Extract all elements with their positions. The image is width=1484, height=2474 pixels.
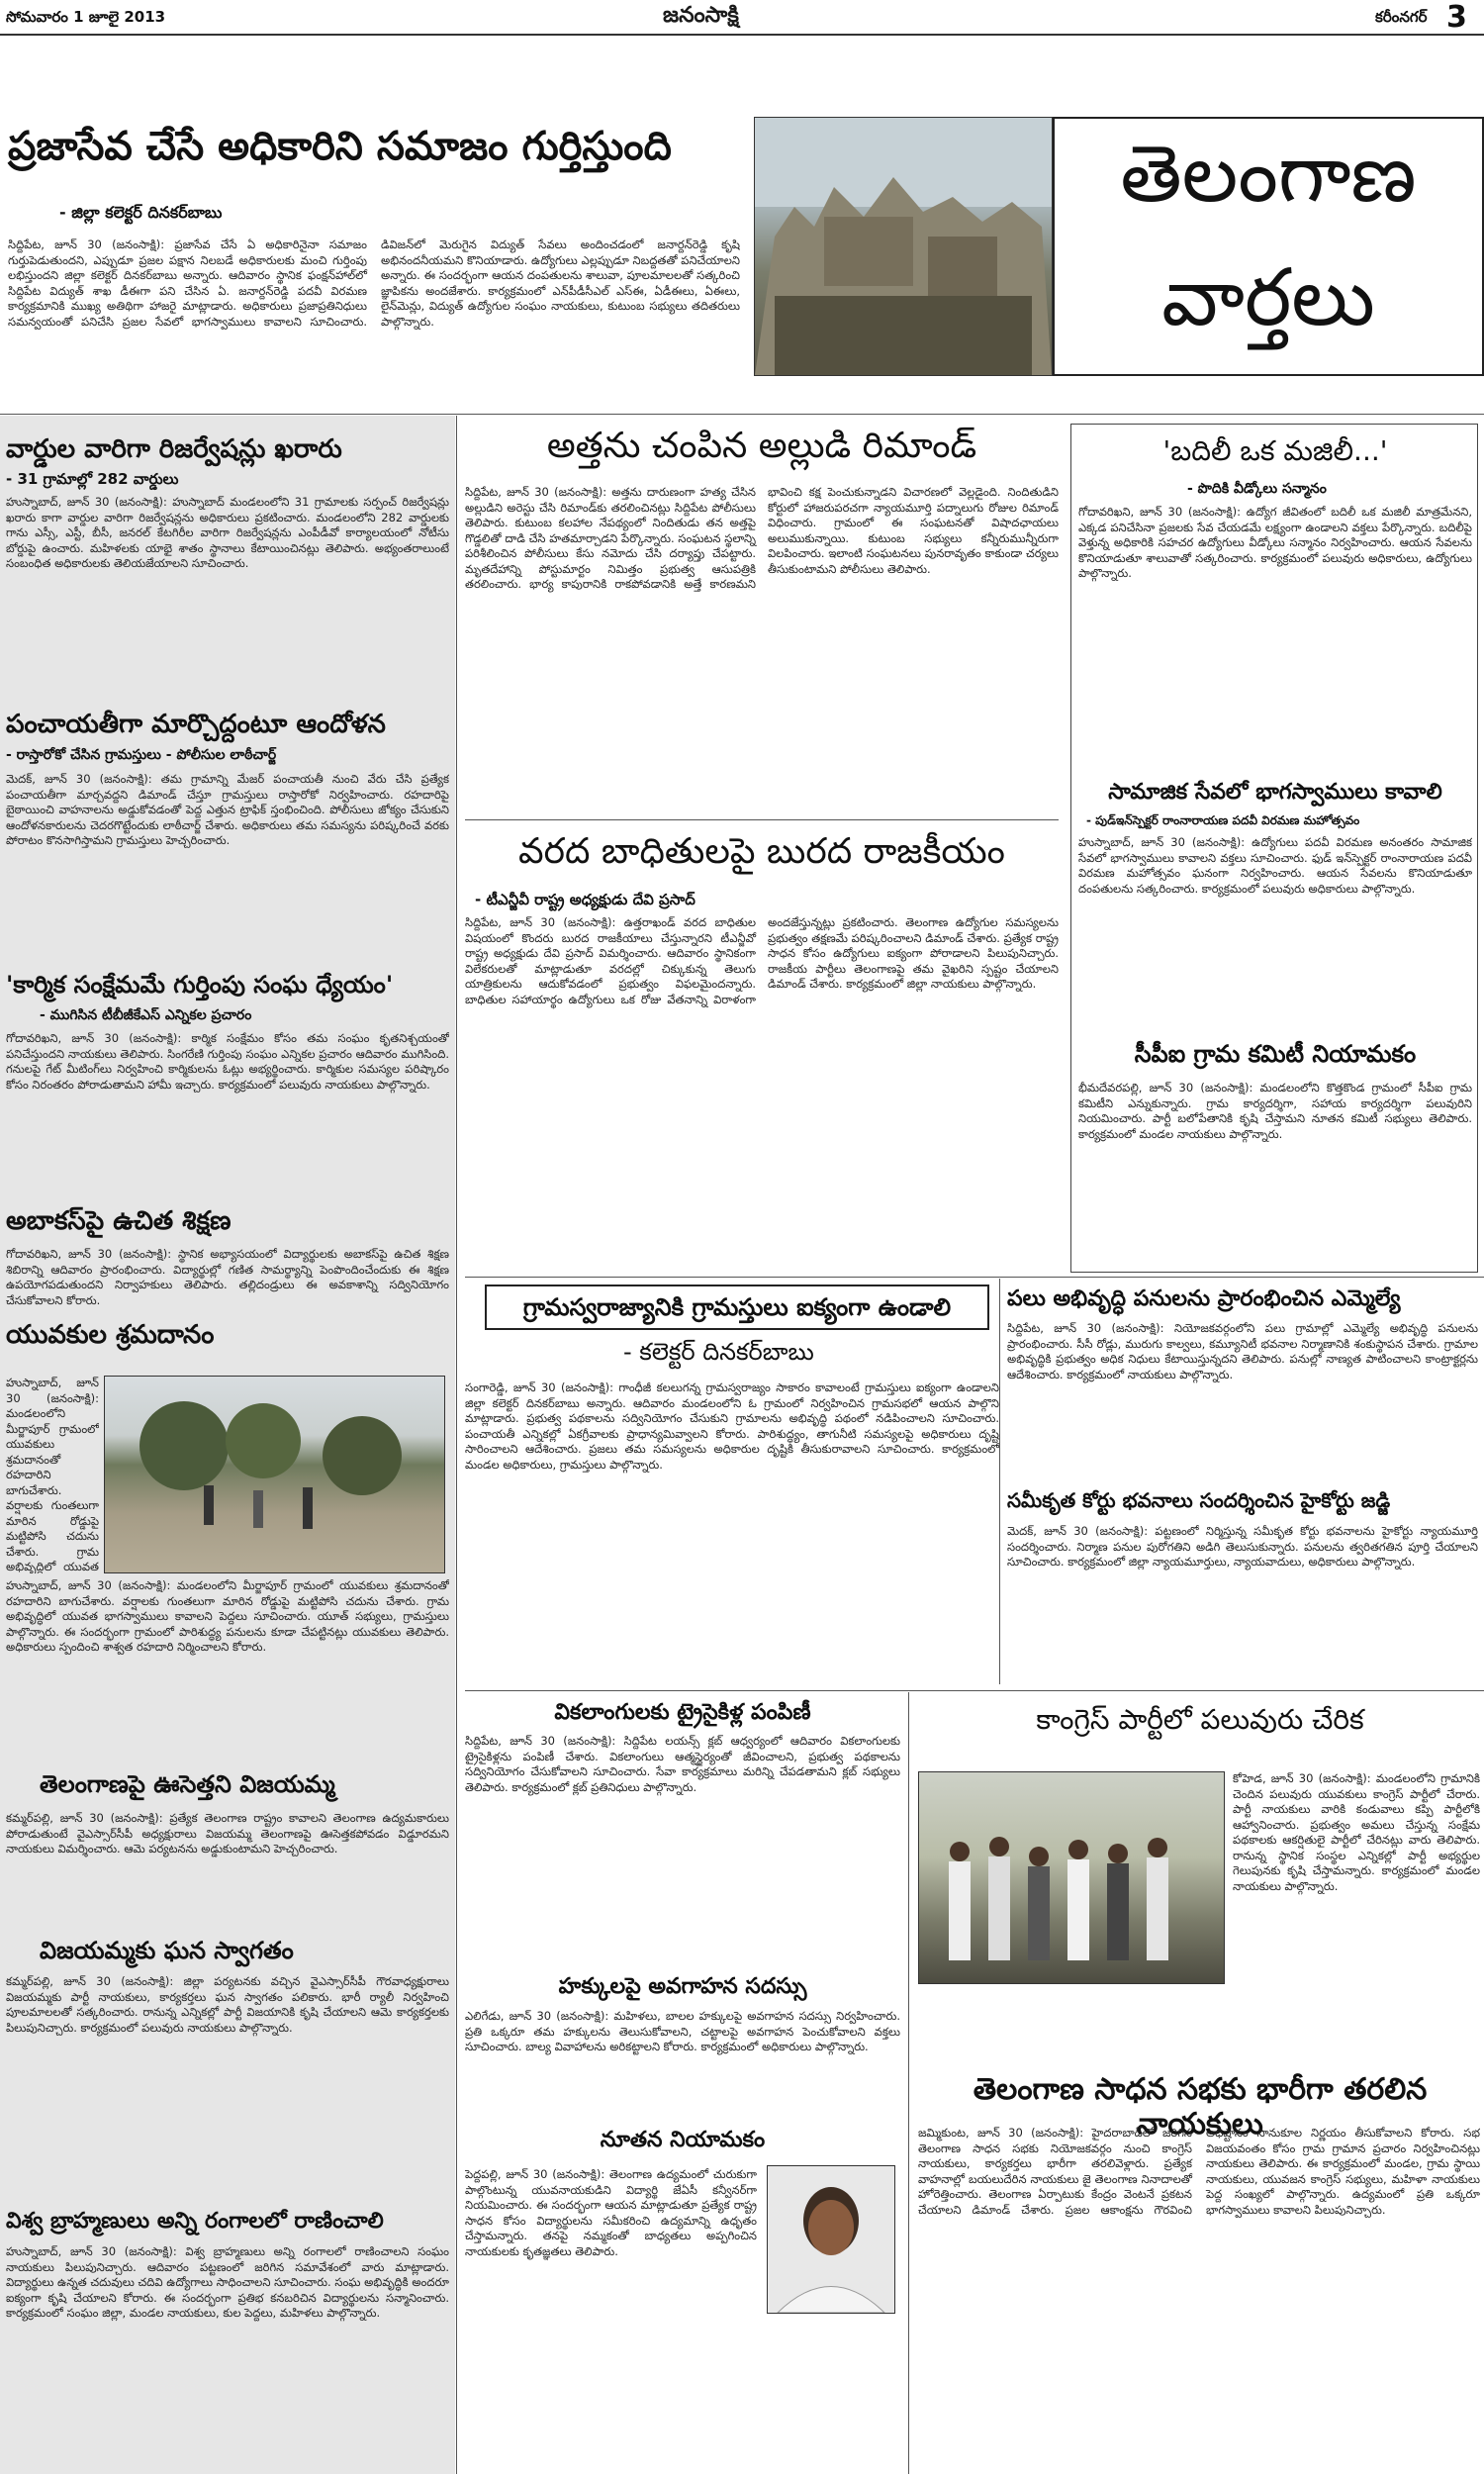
article-a19-body: ఎలిగేడు, జూన్‌ 30 (జనంసాక్షి): మహిళలు, బాలల హక్కులపై అవగాహన సదస్సు నిర్వహించారు. ప్రతి ఒక్కరూ తమ హక్కులను తెలుసుకోవాలని, చట్టాలపై అవగాహన పెంచుకోవాలని వక్తలు సూచించారు. బాల్య వివాహాలను అరికట్టాలని కోరారు. కార్యక్రమంలో అధికారులు పాల్గొన్నారు.: [465, 2009, 900, 2053]
headline-a18: వికలాంగులకు ట్రైసైకిళ్ల పంపిణీ: [554, 1700, 811, 1725]
article-a13-body: హుస్నాబాద్‌, జూన్‌ 30 (జనంసాక్షి): ఉద్యోగులు పదవీ విరమణ అనంతరం సామాజిక సేవలో భాగస్వాములు కావాలని వక్తలు సూచించారు. ఫుడ్‌ ఇన్‌స్పెక్టర్‌ రాంనారాయణ పదవీ విరమణ మహోత్సవం ఘనంగా నిర్వహించారు. ఆయన సేవలను కొనియాడుతూ దంపతులను సత్కరించారు. కార్యక్రమంలో పలువురు అధికారులు పాల్గొన్నారు.: [1078, 835, 1472, 896]
header-bar: [0, 0, 1484, 36]
headline-a14: సీపీఐ గ్రామ కమిటీ నియామకం: [1134, 1040, 1417, 1068]
headline-a10: అత్తను చంపిన అల్లుడి రిమాండ్‌: [546, 426, 977, 466]
newspaper-logo: జనంసాక్షి: [663, 3, 739, 28]
shramadanam-photo: [104, 1376, 445, 1573]
article-a20-body: పెద్దపల్లి, జూన్‌ 30 (జనంసాక్షి): తెలంగాణ ఉద్యమంలో చురుకుగా పాల్గొంటున్న యువనాయకుడిని విద్యార్థి జేఏసీ కన్వీనర్‌గా నియమించారు. ఈ సందర్భంగా ఆయన మాట్లాడుతూ ప్రత్యేక రాష్ట్ర సాధన కోసం విద్యార్థులను సమీకరించి ఉద్యమాన్ని ఉధృతం చేస్తామన్నారు. తనపై నమ్మకంతో బాధ్యతలు అప్పగించిన నాయకులకు కృతజ్ఞతలు తెలిపారు.: [465, 2167, 757, 2258]
article-a22-body: జమ్మికుంట, జూన్‌ 30 (జనంసాక్షి): హైదరాబాద్‌లో జరిగిన తెలంగాణ సాధన సభకు నియోజకవర్గం నుంచి కాంగ్రెస్‌ నాయకులు, కార్యకర్తలు భారీగా తరలివెళ్లారు. ప్రత్యేక వాహనాల్లో బయలుదేరిన నాయకులు జై తెలంగాణ నినాదాలతో హోరెత్తించారు. తెలంగాణ ఏర్పాటుకు కేంద్రం వెంటనే ప్రకటన చేయాలని డిమాండ్‌ చేశారు. ప్రజల ఆకాంక్షను గౌరవించి అధిష్టానం సానుకూల నిర్ణయం తీసుకోవాలని కోరారు. సభ విజయవంతం కోసం గ్రామ గ్రామాన ప్రచారం నిర్వహించినట్లు నాయకులు తెలిపారు. ఈ కార్యక్రమంలో మండల, గ్రామ స్థాయి నాయకులు, యువజన కాంగ్రెస్‌ సభ్యులు, మహిళా నాయకులు పెద్ద సంఖ్యలో పాల్గొన్నారు. ఉద్యమంలో ప్రతి ఒక్కరూ భాగస్వాములు కావాలని పిలుపునిచ్చారు.: [918, 2126, 1480, 2217]
portrait-illustration: [768, 2166, 894, 2313]
headline-a4: 'కార్మిక సంక్షేమమే గుర్తింపు సంఘ ధ్యేయం': [6, 971, 394, 999]
headline-a22: తెలంగాణ సాధన సభకు భారీగా తరలిన నాయకులు: [973, 2072, 1428, 2141]
headline-a13: సామాజిక సేవలో భాగస్వాములు కావాలి: [1108, 780, 1442, 805]
article-a21-body: కోహెడ, జూన్‌ 30 (జనంసాక్షి): మండలంలోని గ్రామానికి చెందిన పలువురు యువకులు కాంగ్రెస్‌ పార్టీలో చేరారు. పార్టీ నాయకులు వారికి కండువాలు కప్పి పార్టీలోకి ఆహ్వానించారు. ప్రభుత్వం అమలు చేస్తున్న సంక్షేమ పథకాలకు ఆకర్షితులై పార్టీలో చేరినట్లు వారు తెలిపారు. రానున్న స్థానిక సంస్థల ఎన్నికల్లో పార్టీ అభ్యర్థుల గెలుపునకు కృషి చేస్తామన్నారు. కార్యక్రమంలో మండల నాయకులు పాల్గొన్నారు.: [1233, 1771, 1480, 1893]
subhead-a2: - 31 గ్రామాల్లో 282 వార్డులు: [6, 470, 179, 488]
congress-joining-photo: [918, 1771, 1225, 1984]
masthead-line2: వార్తలు: [1161, 251, 1375, 343]
headline-a3: పంచాయతీగా మార్చొద్దంటూ ఆందోళన: [6, 710, 386, 739]
article-a6-body: హుస్నాబాద్‌, జూన్‌ 30 (జనంసాక్షి): మండలంలోని మీర్జాపూర్‌ గ్రామంలో యువకులు శ్రమదానంతో రహదారిని బాగుచేశారు. వర్షాలకు గుంతలుగా మారిన రోడ్డుపై మట్టిపోసి చదును చేశారు. గ్రామ అభివృద్ధిలో యువత: [6, 1376, 99, 1573]
article-a4-body: గోదావరిఖని, జూన్‌ 30 (జనంసాక్షి): కార్మిక సంక్షేమం కోసం తమ సంఘం కృతనిశ్చయంతో పనిచేస్తుందని నాయకులు తెలిపారు. సింగరేణి గుర్తింపు సంఘం ఎన్నికల ప్రచారం ఆదివారం ముగిసింది. గనులపై గేట్‌ మీటింగ్‌లు నిర్వహించి కార్మికులను ఓట్లు అభ్యర్థించారు. కార్మికుల సమస్యల పరిష్కారం కోసం నిరంతరం పోరాడుతామని హామీ ఇచ్చారు. కార్యక్రమంలో పలువురు నాయకులు పాల్గొన్నారు.: [6, 1031, 449, 1092]
subhead-a3: - రాస్తారోకో చేసిన గ్రామస్తులు - పోలీసుల లాఠీచార్జ్‌: [6, 747, 277, 763]
article-a5-body: గోదావరిఖని, జూన్‌ 30 (జనంసాక్షి): స్థానిక అభ్యాసయంలో విద్యార్థులకు అబాకస్‌పై ఉచిత శిక్షణ శిబిరాన్ని ఆదివారం ప్రారంభించారు. విద్యార్థుల్లో గణిత సామర్థ్యాన్ని పెంపొందించేందుకు ఈ శిక్షణ ఉపయోగపడుతుందని నిర్వాహకులు తెలిపారు. తల్లిదండ్రులు ఈ అవకాశాన్ని సద్వినియోగం చేసుకోవాలని కోరారు.: [6, 1247, 449, 1307]
article-a12-body: గోదావరిఖని, జూన్‌ 30 (జనంసాక్షి): ఉద్యోగ జీవితంలో బదిలీ ఒక మజిలీ మాత్రమేనని, ఎక్కడ పనిచేసినా ప్రజలకు సేవ చేయడమే లక్ష్యంగా ఉండాలని వక్తలు పేర్కొన్నారు. బదిలీపై వెళ్తున్న అధికారికి సహచర ఉద్యోగులు వీడ్కోలు సన్మానం నిర్వహించారు. ఆయన సేవలను కొనియాడుతూ శాలువాతో సత్కరించారు. కార్యక్రమంలో పలువురు అధికారులు, ఉద్యోగులు పాల్గొన్నారు.: [1078, 505, 1472, 580]
congress-joining-illustration: [919, 1772, 1224, 1983]
article-a7-body: కమ్మర్‌పల్లి, జూన్‌ 30 (జనంసాక్షి): ప్రత్యేక తెలంగాణ రాష్ట్రం కావాలని తెలంగాణ ఉద్యమకారులు పోరాడుతుంటే వైఎస్సార్‌సీపీ అధ్యక్షురాలు విజయమ్మ తెలంగాణపై ఊసెత్తకపోవడం విడ్డూరమని నాయకులు విమర్శించారు. ఆమె పర్యటనను అడ్డుకుంటామని హెచ్చరించారు.: [6, 1811, 449, 1856]
headline-a16: పలు అభివృద్ధి పనులను ప్రారంభించిన ఎమ్మెల్యే: [1007, 1286, 1401, 1311]
subhead-a4: - ముగిసిన టీబీజీకేఎస్‌ ఎన్నికల ప్రచారం: [40, 1007, 252, 1023]
header-date: సోమవారం 1 జూలై 2013: [6, 8, 166, 26]
headline-a8: విజయమ్మకు ఘన స్వాగతం: [40, 1937, 294, 1964]
byline-a15: - కలెక్టర్‌ దినకర్‌బాబు: [623, 1338, 814, 1366]
shramadanam-illustration: [105, 1377, 444, 1572]
headline-a5: అబాకస్‌పై ఉచిత శిక్షణ: [6, 1206, 232, 1236]
article-a14-body: భీమదేవరపల్లి, జూన్‌ 30 (జనంసాక్షి): మండలంలోని కొత్తకొండ గ్రామంలో సీపీఐ గ్రామ కమిటీని ఎన్నుకున్నారు. గ్రామ కార్యదర్శిగా, సహాయ కార్యదర్శిగా పలువురిని నియమించారు. పార్టీ బలోపేతానికి కృషి చేస్తామని నూతన కమిటీ సభ్యులు తెలిపారు. కార్యక్రమంలో మండల నాయకులు పాల్గొన్నారు.: [1078, 1081, 1472, 1141]
byline-a11: - టీఎన్జీవీ రాష్ట్ర అధ్యక్షుడు దేవి ప్రసాద్‌: [475, 891, 696, 908]
portrait-photo: [767, 2165, 895, 2314]
article-a8-body: కమ్మర్‌పల్లి, జూన్‌ 30 (జనంసాక్షి): జిల్లా పర్యటనకు వచ్చిన వైఎస్సార్‌సీపీ గౌరవాధ్యక్షురాలు విజయమ్మకు పార్టీ నాయకులు, కార్యకర్తలు ఘన స్వాగతం పలికారు. భారీ ర్యాలీ నిర్వహించి పూలమాలలతో సత్కరించారు. రానున్న ఎన్నికల్లో పార్టీ విజయానికి కృషి చేయాలని ఆమె కార్యకర్తలకు పిలుపునిచ్చారు. కార్యక్రమంలో పలువురు నాయకులు పాల్గొన్నారు.: [6, 1974, 449, 2035]
headline-a20: నూతన నియామకం: [600, 2128, 766, 2152]
header-district: కరీంనగర్: [1375, 8, 1428, 26]
headline-a12: 'బదిలీ ఒక మజిలీ...': [1162, 434, 1388, 467]
page-number: 3: [1446, 0, 1467, 35]
article-a18-body: సిద్దిపేట, జూన్‌ 30 (జనంసాక్షి): సిద్దిపేట లయన్స్‌ క్లబ్‌ ఆధ్వర్యంలో ఆదివారం వికలాంగులకు ట్రైసైకిళ్లను పంపిణీ చేశారు. వికలాంగులు ఆత్మస్థైర్యంతో జీవించాలని, ప్రభుత్వ పథకాలను సద్వినియోగం చేసుకోవాలని సూచించారు. సేవా కార్యక్రమాలు మరిన్ని చేపడతామని క్లబ్‌ సభ్యులు తెలిపారు. కార్యక్రమంలో క్లబ్‌ ప్రతినిధులు పాల్గొన్నారు.: [465, 1734, 900, 1794]
article-a11-body: సిద్దిపేట, జూన్‌ 30 (జనంసాక్షి): ఉత్తరాఖండ్‌ వరద బాధితుల విషయంలో కొందరు బురద రాజకీయాలు చేస్తున్నారని టీఎన్జీవో రాష్ట్ర అధ్యక్షుడు దేవి ప్రసాద్‌ విమర్శించారు. ఆదివారం స్థానికంగా విలేకరులతో మాట్లాడుతూ వరదల్లో చిక్కుకున్న తెలుగు యాత్రికులను ఆదుకోవడంలో ప్రభుత్వం విఫలమైందన్నారు. బాధితుల సహాయార్థం ఉద్యోగులు ఒక రోజు వేతనాన్ని విరాళంగా అందజేస్తున్నట్లు ప్రకటించారు. తెలంగాణ ఉద్యోగుల సమస్యలను ప్రభుత్వం తక్షణమే పరిష్కరించాలని డిమాండ్‌ చేశారు. ప్రత్యేక రాష్ట్ర సాధన కోసం ఉద్యోగులు ఐక్యంగా పోరాడాలని పిలుపునిచ్చారు. రాజకీయ పార్టీలు తెలంగాణపై తమ వైఖరిని స్పష్టం చేయాలని డిమాండ్‌ చేశారు. కార్యక్రమంలో జిల్లా నాయకులు పాల్గొన్నారు.: [465, 915, 1059, 1006]
article-a10-body: సిద్దిపేట, జూన్‌ 30 (జనంసాక్షి): అత్తను దారుణంగా హత్య చేసిన అల్లుడిని అరెస్టు చేసి రిమాండ్‌కు తరలించినట్లు సిద్దిపేట పోలీసులు తెలిపారు. కుటుంబ కలహాల నేపథ్యంలో నిందితుడు తన అత్తపై గొడ్డలితో దాడి చేసి హతమార్చాడని పేర్కొన్నారు. సంఘటన స్థలాన్ని పరిశీలించిన పోలీసులు కేసు నమోదు చేసి దర్యాప్తు చేపట్టారు. మృతదేహాన్ని పోస్టుమార్టం నిమిత్తం ప్రభుత్వ ఆసుపత్రికి తరలించారు. భార్య కాపురానికి రాకపోవడానికి అత్తే కారణమని భావించి కక్ష పెంచుకున్నాడని విచారణలో వెల్లడైంది. నిందితుడిని కోర్టులో హాజరుపరచగా న్యాయమూర్తి పద్నాలుగు రోజుల రిమాండ్‌ విధించారు. గ్రామంలో ఈ సంఘటనతో విషాదఛాయలు అలుముకున్నాయి. కుటుంబ సభ్యులు కన్నీరుమున్నీరుగా విలపించారు. ఇలాంటి సంఘటనలు పునరావృతం కాకుండా చర్యలు తీసుకుంటామని పోలీసులు తెలిపారు.: [465, 485, 1059, 591]
article-a16-body: సిద్దిపేట, జూన్‌ 30 (జనంసాక్షి): నియోజకవర్గంలోని పలు గ్రామాల్లో ఎమ్మెల్యే అభివృద్ధి పనులను ప్రారంభించారు. సీసీ రోడ్లు, మురుగు కాల్వలు, కమ్యూనిటీ భవనాల నిర్మాణానికి శంకుస్థాపన చేశారు. గ్రామాల అభివృద్ధికి ప్రభుత్వం అధిక నిధులు కేటాయిస్తున్నదని తెలిపారు. పనుల్లో నాణ్యత పాటించాలని కాంట్రాక్టర్లను ఆదేశించారు. కార్యక్రమంలో నాయకులు పాల్గొన్నారు.: [1007, 1321, 1478, 1381]
a15-title-box: [485, 1285, 989, 1330]
headline-a15: గ్రామస్వరాజ్యానికి గ్రామస్తులు ఐక్యంగా ఉండాలి: [522, 1293, 952, 1321]
masthead-line1: తెలంగాణ: [1120, 128, 1417, 220]
subhead-a13: - పుడ్‌ఇన్‌స్పెక్టర్‌ రాంనారాయణ పదవీ విరమణ మహోత్సవం: [1086, 813, 1360, 827]
masthead-box: [1053, 117, 1484, 376]
article-a1-body: సిద్దిపేట, జూన్‌ 30 (జనంసాక్షి): ప్రజాసేవ చేసే ఏ అధికారినైనా సమాజం గుర్తుపెడుతుందని, ఎప్పుడూ ప్రజల పక్షాన నిలబడే అధికారులకు మంచి గుర్తింపు లభిస్తుందని జిల్లా కలెక్టర్‌ దినకర్‌బాబు అన్నారు. ఆదివారం స్థానిక ఫంక్షన్‌హాల్‌లో సిద్దిపేట విద్యుత్‌ శాఖ డీఈగా పని చేసిన ఏ. జనార్దన్‌రెడ్డి పదవీ విరమణ కార్యక్రమానికి ముఖ్య అతిథిగా హాజరై మాట్లాడారు. అధికారులు ప్రజాప్రతినిధులు సమన్వయంతో పనిచేసి ప్రజల సేవలో భాగస్వాములు కావాలని సూచించారు. డివిజన్‌లో మెరుగైన విద్యుత్‌ సేవలు అందించడంలో జనార్దన్‌రెడ్డి కృషి అభినందనీయమని కొనియాడారు. ఉద్యోగులు ఎల్లప్పుడూ నిబద్దతతో పనిచేయాలని అన్నారు. ఈ సందర్భంగా ఆయన దంపతులను శాలువా, పూలమాలలతో సత్కరించి జ్ఞాపికను అందజేశారు. కార్యక్రమంలో ఎన్‌పీడీసీఎల్‌ ఎస్‌ఈ, ఏడీఈలు, ఏఈలు, లైన్‌మెన్లు, విద్యుత్‌ ఉద్యోగుల సంఘం నాయకులు, కుటుంబ సభ్యులు తదితరులు పాల్గొన్నారు.: [8, 238, 740, 329]
article-a3-body: మెదక్‌, జూన్‌ 30 (జనంసాక్షి): తమ గ్రామాన్ని మేజర్‌ పంచాయతీ నుంచి వేరు చేసి ప్రత్యేక పంచాయతీగా మార్చవద్దని డిమాండ్‌ చేస్తూ గ్రామస్తులు రాస్తారోకో నిర్వహించారు. రహదారిపై బైఠాయించి వాహనాలను అడ్డుకోవడంతో పెద్ద ఎత్తున ట్రాఫిక్‌ స్తంభించింది. పోలీసులు జోక్యం చేసుకుని ఆందోళనకారులను చెదరగొట్టేందుకు లాఠీచార్జ్‌ చేశారు. అధికారులు తమ సమస్యను పరిష్కరించే వరకు పోరాటం కొనసాగిస్తామని గ్రామస్తులు హెచ్చరించారు.: [6, 772, 449, 847]
article-a2-body: హుస్నాబాద్‌, జూన్‌ 30 (జనంసాక్షి): హుస్నాబాద్‌ మండలంలోని 31 గ్రామాలకు సర్పంచ్‌ రిజర్వేషన్లు ఖరారు కాగా వార్డుల వారిగా రిజర్వేషన్లను అధికారులు ప్రకటించారు. మండలంలోని 282 వార్డులకు గాను ఎస్సీ, ఎస్టీ, బీసీ, జనరల్‌ కేటగిరీల వారిగా రిజర్వేషన్లను ఎంపీడీవో కార్యాలయంలో నోటీసు బోర్డుపై ఉంచారు. మహిళలకు యాభై శాతం స్థానాలు కేటాయించినట్లు తెలిపారు. అభ్యంతరాలుంటే సంబంధిత అధికారులకు తెలియజేయాలని సూచించారు.: [6, 495, 449, 570]
byline-a1: - జిల్లా కలెక్టర్‌ దినకర్‌బాబు: [59, 203, 223, 222]
headline-a21: కాంగ్రెస్‌ పార్టీలో పలువురు చేరిక: [1036, 1703, 1364, 1736]
fort-illustration: [755, 118, 1052, 375]
subhead-a12: - పొదికి వీడ్కోలు సన్మానం: [1187, 481, 1327, 497]
article-a9-body: హుస్నాబాద్‌, జూన్‌ 30 (జనంసాక్షి): విశ్వ బ్రాహ్మణులు అన్ని రంగాలలో రాణించాలని సంఘం నాయకులు పిలుపునిచ్చారు. ఆదివారం పట్టణంలో జరిగిన సమావేశంలో వారు మాట్లాడారు. విద్యార్థులు ఉన్నత చదువులు చదివి ఉద్యోగాలు సాధించాలని సూచించారు. సంఘ అభివృద్ధికి అందరూ ఐక్యంగా కృషి చేయాలని కోరారు. ఈ సందర్భంగా ప్రతిభ కనబరిచిన విద్యార్థులను సన్మానించారు. కార్యక్రమంలో సంఘం జిల్లా, మండల నాయకులు, కుల పెద్దలు, మహిళలు పాల్గొన్నారు.: [6, 2244, 449, 2320]
headline-a7: తెలంగాణపై ఊసెత్తని విజయమ్మ: [40, 1770, 335, 1798]
headline-a19: హక్కులపై అవగాహన సదస్సు: [558, 1974, 807, 1999]
headline-a11: వరద బాధితులపై బురద రాజకీయం: [518, 831, 1005, 872]
headline-a1: ప్రజాసేవ చేసే అధికారిని సమాజం గుర్తిస్తుంది: [8, 124, 672, 169]
headline-a17: సమీకృత కోర్టు భవనాలు సందర్శించిన హైకోర్టు జడ్జి: [1007, 1488, 1391, 1512]
headline-a6: యువకుల శ్రమదానం: [6, 1320, 215, 1350]
article-a6-body-cont: హుస్నాబాద్‌, జూన్‌ 30 (జనంసాక్షి): మండలంలోని మీర్జాపూర్‌ గ్రామంలో యువకులు శ్రమదానంతో రహదారిని బాగుచేశారు. వర్షాలకు గుంతలుగా మారిన రోడ్డుపై మట్టిపోసి చదును చేశారు. గ్రామ అభివృద్ధిలో యువత భాగస్వాములు కావాలని పెద్దలు సూచించారు. యూత్‌ సభ్యులు, గ్రామస్తులు పాల్గొన్నారు. ఈ సందర్భంగా గ్రామంలో పారిశుద్ధ్య పనులను కూడా చేపట్టినట్లు యువకులు తెలిపారు. అధికారులు స్పందించి శాశ్వత రహదారి నిర్మించాలని కోరారు.: [6, 1578, 449, 1654]
headline-a9: విశ్వ బ్రాహ్మణులు అన్ని రంగాలలో రాణించాలి: [6, 2209, 384, 2234]
article-a17-body: మెదక్‌, జూన్‌ 30 (జనంసాక్షి): పట్టణంలో నిర్మిస్తున్న సమీకృత కోర్టు భవనాలను హైకోర్టు న్యాయమూర్తి సందర్శించారు. నిర్మాణ పనుల పురోగతిని అడిగి తెలుసుకున్నారు. పనులను త్వరితగతిన పూర్తి చేయాలని సూచించారు. కార్యక్రమంలో జిల్లా న్యాయమూర్తులు, న్యాయవాదులు, అధికారులు పాల్గొన్నారు.: [1007, 1524, 1478, 1569]
fort-photo: [754, 117, 1053, 376]
headline-a2: వార్డుల వారిగా రిజర్వేషన్లు ఖరారు: [6, 434, 342, 464]
article-a15-body: సంగారెడ్డి, జూన్‌ 30 (జనంసాక్షి): గాంధీజీ కలలుగన్న గ్రామస్వరాజ్యం సాకారం కావాలంటే గ్రామస్తులు ఐక్యంగా ఉండాలని జిల్లా కలెక్టర్‌ దినకర్‌బాబు అన్నారు. ఆదివారం మండలంలోని ఓ గ్రామంలో నిర్వహించిన గ్రామసభలో ఆయన పాల్గొని మాట్లాడారు. ప్రభుత్వ పథకాలను సద్వినియోగం చేసుకుని గ్రామాలను అభివృద్ధి పథంలో నడిపించాలని సూచించారు. పంచాయతీ ఎన్నికల్లో ఏకగ్రీవాలకు ప్రాధాన్యమివ్వాలని కోరారు. పారిశుద్ధ్యం, తాగునీటి సమస్యలపై అధికారులు దృష్టి సారించాలని ఆదేశించారు. ప్రజలు తమ సమస్యలను అధికారుల దృష్టికి తీసుకురావాలని సూచించారు. కార్యక్రమంలో మండల అధికారులు, గ్రామస్తులు పాల్గొన్నారు.: [465, 1380, 999, 1472]
